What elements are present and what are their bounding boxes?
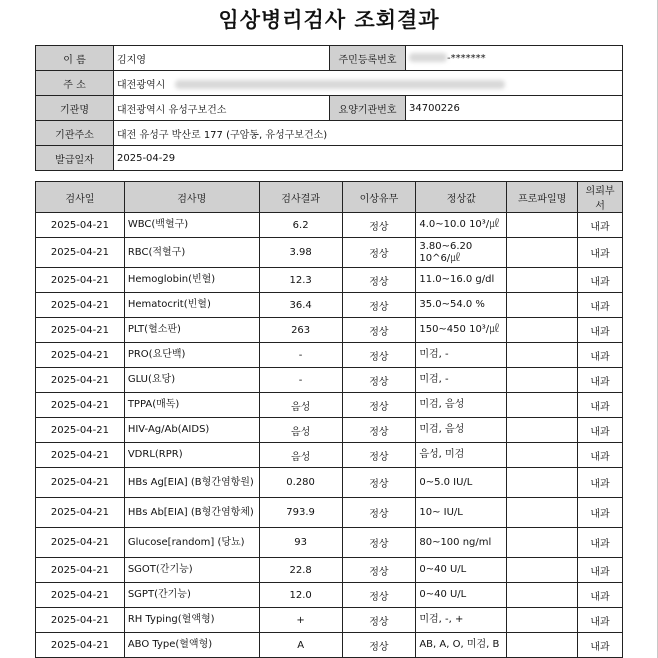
- result-department-cell: 내과: [578, 343, 623, 368]
- result-test-name-cell: HBs Ab[EIA] (B형간염항체): [124, 498, 259, 528]
- agency-address-label: 기관주소: [36, 121, 114, 146]
- table-row: [36, 293, 623, 318]
- result-test-name-cell: SGOT(간기능): [124, 558, 259, 583]
- table-row: [36, 468, 623, 498]
- result-value-cell: 0.280: [259, 468, 342, 498]
- issue-date-value: 2025-04-29: [114, 146, 623, 171]
- result-abnormal-cell: 정상: [342, 418, 416, 443]
- table-row: [36, 238, 623, 268]
- table-row: [36, 393, 623, 418]
- result-profile-cell: [507, 633, 578, 658]
- result-normal-range-cell: 0~40 U/L: [416, 558, 507, 583]
- result-date-cell: 2025-04-21: [36, 368, 125, 393]
- result-date-cell: 2025-04-21: [36, 343, 125, 368]
- header-test-name: 검사명: [124, 182, 259, 213]
- result-profile-cell: [507, 583, 578, 608]
- result-department-cell: 내과: [578, 583, 623, 608]
- result-department-cell: 내과: [578, 558, 623, 583]
- result-normal-range-cell: 150~450 10³/㎕: [416, 318, 507, 343]
- agency-label: 기관명: [36, 96, 114, 121]
- result-abnormal-cell: 정상: [342, 558, 416, 583]
- result-abnormal-cell: 정상: [342, 443, 416, 468]
- info-row-address: [36, 71, 623, 96]
- result-test-name-cell: SGPT(간기능): [124, 583, 259, 608]
- result-date-cell: 2025-04-21: [36, 268, 125, 293]
- result-test-name-cell: RH Typing(혈액형): [124, 608, 259, 633]
- result-date-cell: 2025-04-21: [36, 498, 125, 528]
- result-profile-cell: [507, 443, 578, 468]
- info-row-agency: [36, 96, 623, 121]
- result-abnormal-cell: 정상: [342, 343, 416, 368]
- result-abnormal-cell: 정상: [342, 318, 416, 343]
- result-test-name-cell: VDRL(RPR): [124, 443, 259, 468]
- result-abnormal-cell: 정상: [342, 633, 416, 658]
- results-table: [35, 181, 623, 658]
- result-abnormal-cell: 정상: [342, 213, 416, 238]
- result-abnormal-cell: 정상: [342, 608, 416, 633]
- result-profile-cell: [507, 393, 578, 418]
- table-row: [36, 443, 623, 468]
- result-normal-range-cell: 11.0~16.0 g/dl: [416, 268, 507, 293]
- result-test-name-cell: GLU(요당): [124, 368, 259, 393]
- result-department-cell: 내과: [578, 368, 623, 393]
- result-abnormal-cell: 정상: [342, 498, 416, 528]
- result-abnormal-cell: 정상: [342, 468, 416, 498]
- result-normal-range-cell: 미검, -: [416, 368, 507, 393]
- table-row: [36, 213, 623, 238]
- results-body: [36, 182, 623, 658]
- result-date-cell: 2025-04-21: [36, 583, 125, 608]
- result-test-name-cell: Hemoglobin(빈혈): [124, 268, 259, 293]
- result-department-cell: 내과: [578, 238, 623, 268]
- result-normal-range-cell: 80~100 ng/ml: [416, 528, 507, 558]
- results-header-row: [36, 182, 623, 213]
- redacted-blur: [175, 80, 505, 89]
- result-date-cell: 2025-04-21: [36, 558, 125, 583]
- result-date-cell: 2025-04-21: [36, 393, 125, 418]
- result-value-cell: 6.2: [259, 213, 342, 238]
- table-row: [36, 608, 623, 633]
- agency-code-label: 요양기관번호: [330, 96, 406, 121]
- table-row: [36, 368, 623, 393]
- result-date-cell: 2025-04-21: [36, 528, 125, 558]
- table-row: [36, 418, 623, 443]
- result-value-cell: 음성: [259, 443, 342, 468]
- result-value-cell: 음성: [259, 418, 342, 443]
- result-profile-cell: [507, 528, 578, 558]
- result-department-cell: 내과: [578, 443, 623, 468]
- result-test-name-cell: WBC(백혈구): [124, 213, 259, 238]
- info-row-issue-date: [36, 146, 623, 171]
- result-date-cell: 2025-04-21: [36, 318, 125, 343]
- redacted-blur: [409, 53, 447, 62]
- result-profile-cell: [507, 318, 578, 343]
- result-normal-range-cell: 미검, 음성: [416, 418, 507, 443]
- result-normal-range-cell: 0~5.0 IU/L: [416, 468, 507, 498]
- table-row: [36, 558, 623, 583]
- result-profile-cell: [507, 343, 578, 368]
- result-value-cell: +: [259, 608, 342, 633]
- table-row: [36, 268, 623, 293]
- agency-code-value: 34700226: [406, 96, 623, 121]
- rrn-cell: [406, 46, 623, 71]
- result-date-cell: 2025-04-21: [36, 608, 125, 633]
- report-title: 임상병리검사 조회결과: [218, 7, 440, 32]
- address-cell: [114, 71, 623, 96]
- address-label: 주 소: [36, 71, 114, 96]
- result-value-cell: -: [259, 343, 342, 368]
- header-department: 의뢰부서: [578, 182, 623, 213]
- rrn-value: -*******: [447, 52, 486, 64]
- result-profile-cell: [507, 268, 578, 293]
- info-row-name: [36, 46, 623, 71]
- patient-info-table: [35, 45, 623, 171]
- result-value-cell: 12.0: [259, 583, 342, 608]
- result-normal-range-cell: 0~40 U/L: [416, 583, 507, 608]
- result-test-name-cell: ABO Type(혈액형): [124, 633, 259, 658]
- result-normal-range-cell: AB, A, O, 미검, B: [416, 633, 507, 658]
- table-row: [36, 498, 623, 528]
- result-department-cell: 내과: [578, 318, 623, 343]
- result-test-name-cell: PRO(요단백): [124, 343, 259, 368]
- agency-address-value: 대전 유성구 박산로 177 (구암동, 유성구보건소): [114, 121, 623, 146]
- result-abnormal-cell: 정상: [342, 368, 416, 393]
- result-value-cell: 3.98: [259, 238, 342, 268]
- result-department-cell: 내과: [578, 213, 623, 238]
- result-normal-range-cell: 미검, -: [416, 343, 507, 368]
- result-date-cell: 2025-04-21: [36, 633, 125, 658]
- result-abnormal-cell: 정상: [342, 583, 416, 608]
- header-abnormal: 이상유무: [342, 182, 416, 213]
- result-department-cell: 내과: [578, 393, 623, 418]
- result-value-cell: -: [259, 368, 342, 393]
- agency-value: 대전광역시 유성구보건소: [114, 96, 330, 121]
- table-row: [36, 633, 623, 658]
- result-date-cell: 2025-04-21: [36, 468, 125, 498]
- result-normal-range-cell: 미검, 음성: [416, 393, 507, 418]
- result-abnormal-cell: 정상: [342, 238, 416, 268]
- result-profile-cell: [507, 558, 578, 583]
- result-value-cell: 263: [259, 318, 342, 343]
- result-test-name-cell: Glucose[random] (당뇨): [124, 528, 259, 558]
- header-normal-range: 정상값: [416, 182, 507, 213]
- result-profile-cell: [507, 608, 578, 633]
- result-value-cell: 793.9: [259, 498, 342, 528]
- result-profile-cell: [507, 213, 578, 238]
- info-row-agency-address: [36, 121, 623, 146]
- result-value-cell: A: [259, 633, 342, 658]
- table-row: [36, 318, 623, 343]
- table-row: [36, 583, 623, 608]
- result-abnormal-cell: 정상: [342, 528, 416, 558]
- result-profile-cell: [507, 498, 578, 528]
- result-normal-range-cell: 3.80~6.20 10^6/㎕: [416, 238, 507, 268]
- header-result: 검사결과: [259, 182, 342, 213]
- result-department-cell: 내과: [578, 268, 623, 293]
- result-department-cell: 내과: [578, 528, 623, 558]
- result-normal-range-cell: 미검, -, +: [416, 608, 507, 633]
- result-test-name-cell: RBC(적혈구): [124, 238, 259, 268]
- result-normal-range-cell: 10~ IU/L: [416, 498, 507, 528]
- result-value-cell: 22.8: [259, 558, 342, 583]
- result-abnormal-cell: 정상: [342, 268, 416, 293]
- issue-date-label: 발급일자: [36, 146, 114, 171]
- result-date-cell: 2025-04-21: [36, 293, 125, 318]
- result-department-cell: 내과: [578, 498, 623, 528]
- result-normal-range-cell: 4.0~10.0 10³/㎕: [416, 213, 507, 238]
- rrn-label: 주민등록번호: [330, 46, 406, 71]
- result-value-cell: 36.4: [259, 293, 342, 318]
- result-profile-cell: [507, 238, 578, 268]
- result-profile-cell: [507, 368, 578, 393]
- result-test-name-cell: TPPA(매독): [124, 393, 259, 418]
- result-department-cell: 내과: [578, 633, 623, 658]
- result-test-name-cell: HBs Ag[EIA] (B형간염항원): [124, 468, 259, 498]
- header-profile: 프로파일명: [507, 182, 578, 213]
- name-label: 이 름: [36, 46, 114, 71]
- result-department-cell: 내과: [578, 608, 623, 633]
- result-value-cell: 12.3: [259, 268, 342, 293]
- result-date-cell: 2025-04-21: [36, 238, 125, 268]
- result-date-cell: 2025-04-21: [36, 213, 125, 238]
- result-department-cell: 내과: [578, 418, 623, 443]
- table-row: [36, 343, 623, 368]
- result-profile-cell: [507, 293, 578, 318]
- result-normal-range-cell: 35.0~54.0 %: [416, 293, 507, 318]
- result-value-cell: 음성: [259, 393, 342, 418]
- result-test-name-cell: PLT(혈소판): [124, 318, 259, 343]
- address-value: 대전광역시: [117, 79, 166, 91]
- result-date-cell: 2025-04-21: [36, 418, 125, 443]
- result-abnormal-cell: 정상: [342, 293, 416, 318]
- result-date-cell: 2025-04-21: [36, 443, 125, 468]
- result-department-cell: 내과: [578, 293, 623, 318]
- header-date: 검사일: [36, 182, 125, 213]
- table-row: [36, 528, 623, 558]
- result-value-cell: 93: [259, 528, 342, 558]
- result-department-cell: 내과: [578, 468, 623, 498]
- result-profile-cell: [507, 418, 578, 443]
- result-normal-range-cell: 음성, 미검: [416, 443, 507, 468]
- result-abnormal-cell: 정상: [342, 393, 416, 418]
- name-value: 김지영: [114, 46, 330, 71]
- result-test-name-cell: Hematocrit(빈혈): [124, 293, 259, 318]
- result-test-name-cell: HIV-Ag/Ab(AIDS): [124, 418, 259, 443]
- result-profile-cell: [507, 468, 578, 498]
